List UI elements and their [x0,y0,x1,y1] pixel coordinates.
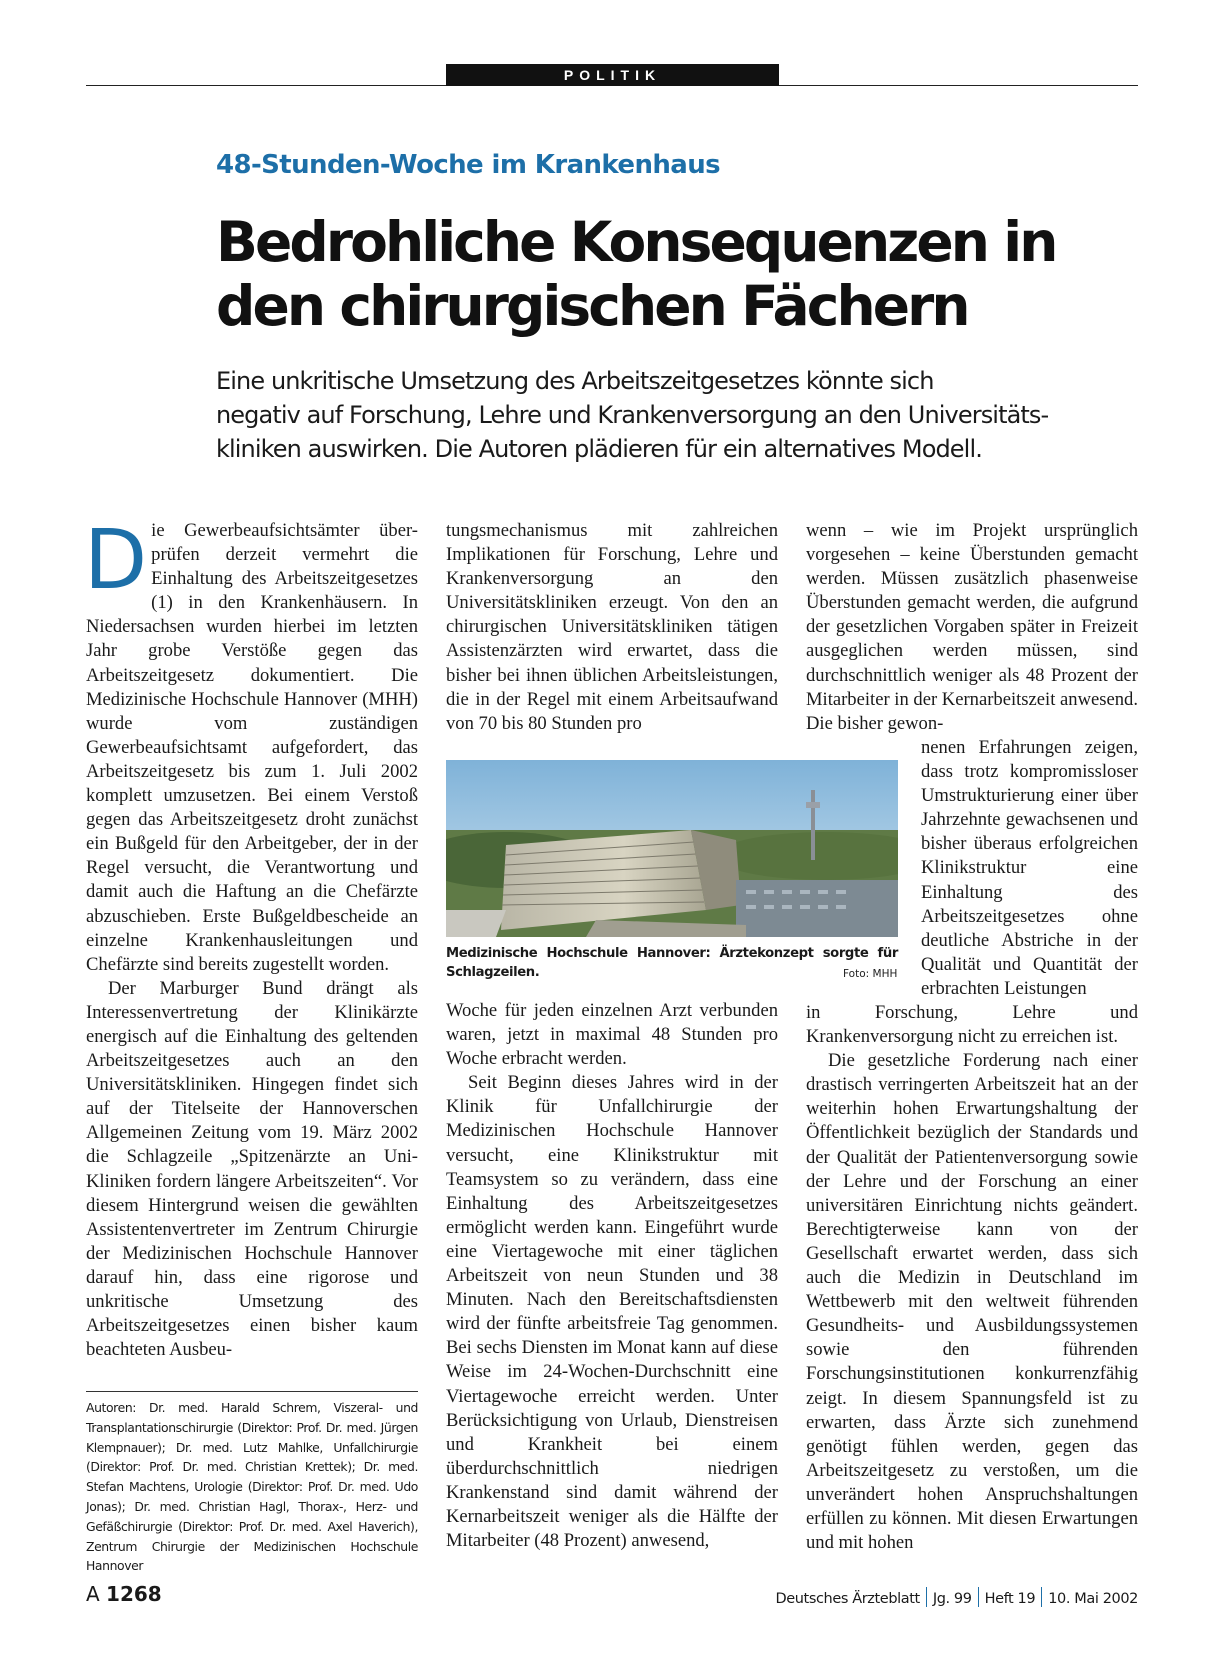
body-paragraph: Die gesetzliche Forderung nach einer drastisch verringerten Arbeitszeit hat an der weiterhin hohen Erwartungshaltung der Öffentlichkeit bezüglich der Standards und der Qualität der Patientenversorgung sowie der Lehre und der Forschung an einer universitären Einrichtung nichts geändert. Berechtigterweise kann von der Gesellschaft erwartet werden, dass sich auch die Medizin in Deutschland im Wettbewerb mit den weltweit führenden Gesundheits- und Ausbildungssystemen sowie den führenden Forschungsinstitutionen konkurrenzfähig zeigt. In diesem Spannungsfeld ist zu erwarten, dass Ärzte sich zunehmend genötigt fühlen werden, gegen das Arbeitszeitgesetz zu verstoßen, um die unverändert hohen Anspruchshaltungen erfüllen zu können. Mit diesen Erwartungen und mit hohen [806,1050,1138,1554]
footer-separator [926,1587,927,1607]
drop-cap: D [84,513,148,608]
page-number [86,1582,162,1606]
photo-caption: Medizinische Hochschule Hannover: Ärztekonzept sorgte für Schlagzeilen. [446,946,898,980]
body-column-3-narrow [921,736,1138,1001]
journal-issue: Heft 19 [984,1591,1036,1607]
article-kicker: 48-Stunden-Woche im Krankenhaus [216,150,721,180]
headline-line: Bedrohliche Konsequenzen in [216,210,1056,274]
article-deck [216,364,1116,466]
deck-line: Eine unkritische Umsetzung des Arbeitszeitgesetzes könnte sich [216,367,934,395]
body-paragraph: tungsmechanismus mit zahlreichen Implikationen für Forschung, Lehre und Krankenversorgung an den Universitätskliniken erzeugt. Von den an chirurgischen Universitätskliniken tätigen Assistenzärzten wird erwartet, dass die bisher bei ihnen üblichen Arbeitsleistungen, die in der Regel mit einem Arbeitsaufwand von 70 bis 80 Stunden pro [446,520,778,734]
paragraph-text: ie Gewerbeaufsichtsämter über-prüfen derzeit vermehrt die Einhaltung des Arbeitszeitgesetzes (1) in den Krankenhäusern. In Niedersachsen wurden hierbei im letzten Jahr grobe Verstöße gegen das Arbeitszeitgesetz dokumentiert. Die Medizinische Hochschule Hannover (MHH) wurde vom zuständigen Gewerbeaufsichtsamt aufgefordert, das Arbeitszeitgesetz bis zum 1. Juli 2002 komplett umzusetzen. Bei einem Verstoß gegen das Arbeitszeitgesetz droht zunächst ein Bußgeld für den Arbeitgeber, der in der Regel versucht, die Verantwortung und damit auch die Haftung an die Chefärzte abzuschieben. Erste Bußgeldbescheide an einzelne Krankenhausleitungen und Chefärzte sind bereits zugestellt worden. [86,520,418,975]
body-paragraph: Woche für jeden einzelnen Arzt verbunden waren, jetzt in maximal 48 Stunden pro Woche erbracht werden. [446,1000,778,1070]
journal-volume: Jg. 99 [932,1591,972,1607]
deck-line: kliniken auswirken. Die Autoren plädieren für ein alternatives Modell. [216,435,982,463]
deck-line: negativ auf Forschung, Lehre und Krankenversorgung an den Universitäts- [216,401,1049,429]
body-paragraph: in Forschung, Lehre und Krankenversorgung nicht zu erreichen ist. [806,1002,1138,1048]
body-paragraph: Seit Beginn dieses Jahres wird in der Klinik für Unfallchirurgie der Medizinischen Hochschule Hannover versucht, eine Klinikstruktur mit Teamsystem so zu verändern, dass eine Einhaltung des Arbeitszeitgesetzes ermöglicht werden kann. Eingeführt wurde eine Viertagewoche mit einer täglichen Arbeitszeit von neun Stunden und 38 Minuten. Nach den Bereitschaftsdiensten wird der fünfte arbeitsfreie Tag genommen. Bei sechs Diensten im Monat kann auf diese Weise im 24-Wochen-Durchschnitt eine Viertagewoche erreicht werden. Unter Berücksichtigung von Urlaub, Dienstreisen und Krankheit bei einem überdurchschnittlich niedrigen Krankenstand sind damit während der Kernarbeitszeit weniger als die Hälfte der Mitarbeiter (48 Prozent) anwesend, [446,1072,778,1552]
article-headline [216,210,1056,338]
hospital-panorama-image [446,760,898,937]
page-prefix: A [86,1582,100,1606]
section-label: POLITIK [446,64,779,86]
body-column-2-bottom [446,999,778,1553]
page-number-value: 1268 [106,1582,162,1606]
body-paragraph: nenen Erfahrungen zeigen, dass trotz kompromissloser Umstrukturierung einer über Jahrzehnte gewachsenen und bisher überaus erfolgreichen Klinikstruktur eine Einhaltung des Arbeitszeitgesetzes ohne deutliche Abstriche in der Qualität und Quantität der erbrachten Leistungen [921,737,1138,999]
authors-note: Autoren: Dr. med. Harald Schrem, Viszeral- und Transplantationschirurgie (Direktor: Prof. Dr. med. Jürgen Klempnauer); Dr. med. Lutz Mahlke, Unfallchirurgie (Direktor: Prof. Dr. med. Christian Krettek); Dr. med. Stefan Machtens, Urologie (Direktor: Prof. Dr. med. Udo Jonas); Dr. med. Christian Hagl, Thorax-, Herz- und Gefäßchirurgie (Direktor: Prof. Dr. med. Axel Haverich), Zentrum Chirurgie der Medizinischen Hochschule Hannover [86,1400,418,1574]
headline-line: den chirurgischen Fächern [216,274,968,338]
hospital-photo [446,760,898,937]
publication-info [775,1587,1138,1607]
body-column-3-top [806,519,1138,736]
body-paragraph: wenn – wie im Projekt ursprünglich vorgesehen – keine Überstunden gemacht werden. Müssen zusätzlich phasenweise Überstunden gemacht werden, die aufgrund der gesetzlichen Vorgaben später in Freizeit ausgeglichen werden müssen, sind durchschnittlich weniger als 48 Prozent der Mitarbeiter in der Kernarbeitszeit anwesend. Die bisher gewon- [806,520,1138,734]
footer-separator [978,1587,979,1607]
body-column-1 [84,513,418,1362]
authors-rule [86,1391,418,1392]
footer-separator [1041,1587,1042,1607]
body-paragraph [84,513,418,977]
journal-name: Deutsches Ärzteblatt [775,1591,920,1607]
photo-credit: Foto: MHH [843,968,898,980]
body-column-2-top [446,519,778,736]
body-paragraph: Der Marburger Bund drängt als Interessenvertretung der Klinikärzte energisch auf die Einhaltung des geltenden Arbeitszeitgesetzes auch an den Universitätskliniken. Hingegen findet sich auf der Titelseite der Hannoverschen Allgemeinen Zeitung vom 19. März 2002 die Schlagzeile „Spitzenärzte an Uni-Kliniken fordern längere Arbeitszeiten“. Vor diesem Hintergrund weisen die gewählten Assistentenvertreter im Zentrum Chirurgie der Medizinischen Hochschule Hannover darauf hin, dass eine rigorose und unkritische Umsetzung des Arbeitszeitgesetzes einen bisher kaum beachteten Ausbeu- [86,977,418,1361]
issue-date: 10. Mai 2002 [1048,1591,1138,1607]
body-column-3-bottom [806,1001,1138,1555]
